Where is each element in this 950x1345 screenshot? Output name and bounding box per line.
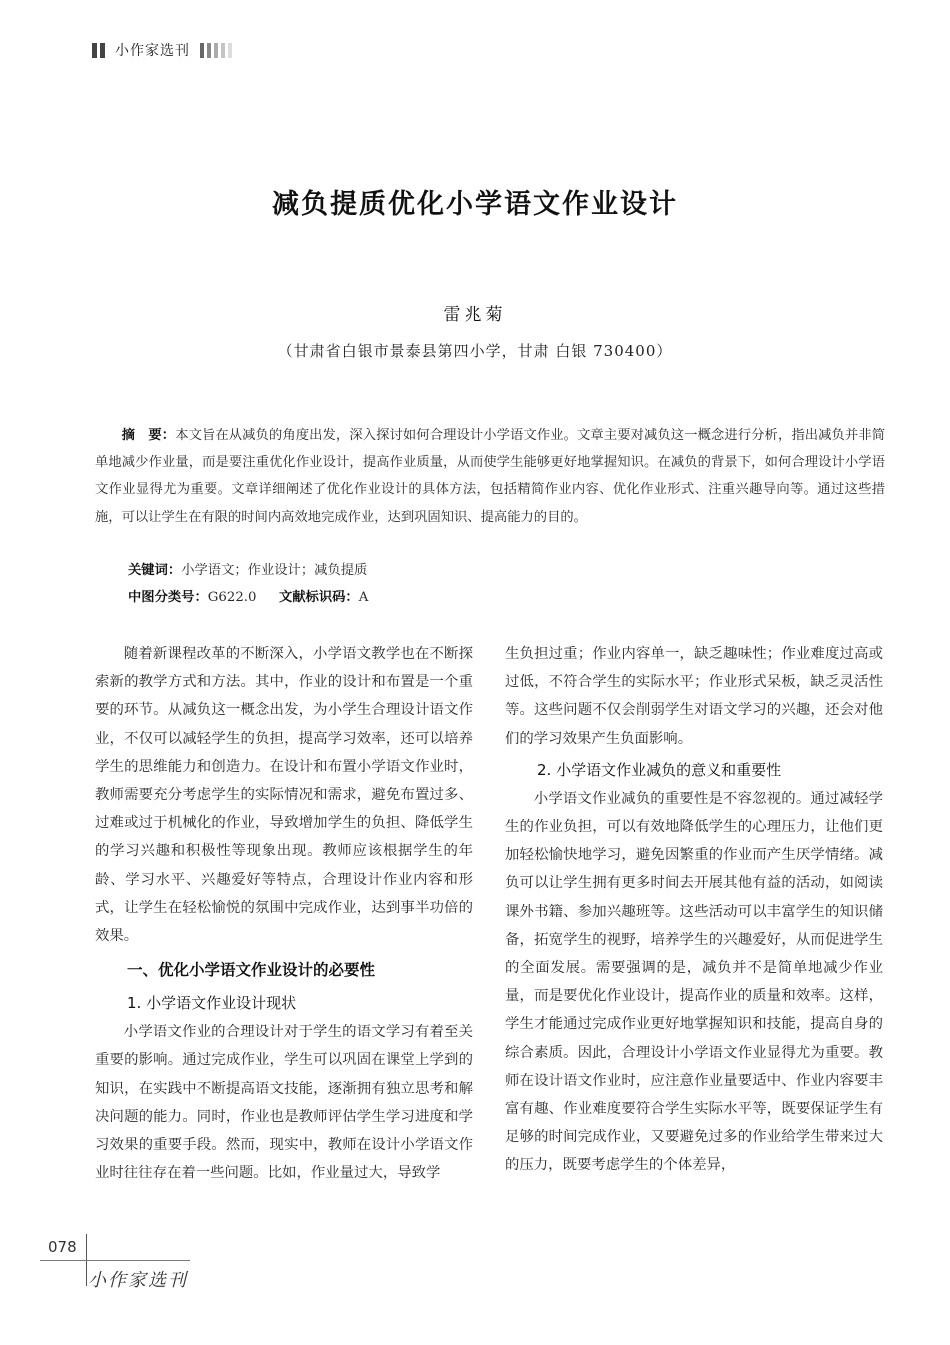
abstract-label: 摘 要： — [121, 428, 176, 443]
doc-code-value: A — [358, 590, 369, 605]
abstract — [95, 422, 885, 531]
abstract-text: 本文旨在从减负的角度出发，深入探讨如何合理设计小学语文作业。文章主要对减负这一概念进行分析，指出减负并非简单地减少作业量，而是要注重优化作业设计，提高作业质量，从而使学生能够更好地掌握知识。在减负的背景下，如何合理设计小学语文作业显得尤为重要。文章详细阐述了优化作业设计的具体方法，包括精简作业内容、优化作业形式、注重兴趣导向等。通过这些措施，可以让学生在有限的时间内高效地完成作业，达到巩固知识、提高能力的目的。 — [95, 428, 886, 525]
journal-name: 小作家选刊 — [115, 43, 190, 59]
intro-paragraph: 随着新课程改革的不断深入，小学语文教学也在不断探索新的教学方式和方法。其中，作业的设计和布置是一个重要的环节。从减负这一概念出发，为小学生合理设计语文作业，不仅可以减轻学生的负担，提高学习效率，还可以培养学生的思维能力和创造力。在设计和布置小学语文作业时，教师需要充分考虑学生的实际情况和需求，避免布置过多、过难或过于机械化的作业，导致增加学生的负担、降低学生的学习兴趣和积极性等现象出现。教师应该根据学生的年龄、学习水平、兴趣爱好等特点，合理设计作业内容和形式，让学生在轻松愉悦的氛围中完成作业，达到事半功倍的效果。 — [95, 646, 473, 945]
body-column-right — [505, 640, 883, 1180]
classification — [128, 586, 368, 605]
subsection1-paragraph: 小学语文作业的合理设计对于学生的语文学习有着至关重要的影响。通过完成作业，学生可以巩固在课堂上学到的知识，在实践中不断提高语文技能，逐渐拥有独立思考和解决问题的能力。同时，作业也是教师评估学生学习进度和学习效果的重要手段。然而，现实中，教师在设计小学语文作业时往往存在着一些问题。比如，作业量过大，导致学 — [95, 1024, 473, 1182]
header-bars-left — [92, 43, 105, 58]
continued-paragraph: 生负担过重；作业内容单一，缺乏趣味性；作业难度过高或过低，不符合学生的实际水平；作业形式呆板，缺乏灵活性等。这些问题不仅会削弱学生对语文学习的兴趣，还会对他们的学习效果产生负面影响。 — [505, 646, 883, 747]
section1-heading: 一、优化小学语文作业设计的必要性 — [127, 961, 376, 980]
keywords-text: 小学语文；作业设计；减负提质 — [181, 563, 368, 578]
clc-value: G622.0 — [207, 590, 257, 605]
subsection2-paragraph: 小学语文作业减负的重要性是不容忽视的。通过减轻学生的作业负担，可以有效地降低学生的心理压力，让他们更加轻松愉快地学习，避免因繁重的作业而产生厌学情绪。减负可以让学生拥有更多时间去开展其他有益的活动，如阅读课外书籍、参加兴趣班等。这些活动可以丰富学生的知识储备，拓宽学生的视野，培养学生的兴趣爱好，从而促进学生的全面发展。需要强调的是，减负并不是简单地减少作业量，而是要优化作业设计，提高作业的质量和效率。这样，学生才能通过完成作业更好地掌握知识和技能，提高自身的综合素质。因此，合理设计小学语文作业显得尤为重要。教师在设计语文作业时，应注意作业量要适中、作业内容要丰富有趣、作业难度要符合学生实际水平等，既要保证学生有足够的时间完成作业，又要避免过多的作业给学生带来过大的压力，既要考虑学生的个体差异， — [505, 790, 883, 1174]
page-number: 078 — [48, 1238, 77, 1256]
author-affiliation: （甘肃省白银市景泰县第四小学，甘肃 白银 730400） — [277, 342, 673, 360]
author-name: 雷兆菊 — [443, 305, 507, 325]
subsection2-heading: 2. 小学语文作业减负的意义和重要性 — [537, 760, 782, 779]
keywords-label: 关键词： — [128, 563, 182, 578]
journal-header — [92, 40, 232, 60]
footer-divider-horizontal — [40, 1260, 190, 1261]
article-title: 减负提质优化小学语文作业设计 — [272, 189, 678, 220]
clc-label: 中图分类号： — [128, 590, 208, 605]
header-bars-right — [200, 43, 232, 58]
footer-journal-logo: 小作家选刊 — [88, 1270, 188, 1291]
subsection1-heading: 1. 小学语文作业设计现状 — [127, 994, 297, 1013]
doc-code-label: 文献标识码： — [278, 590, 359, 605]
page-footer — [40, 1238, 200, 1298]
body-column-left — [95, 640, 473, 1187]
keywords — [128, 559, 367, 578]
